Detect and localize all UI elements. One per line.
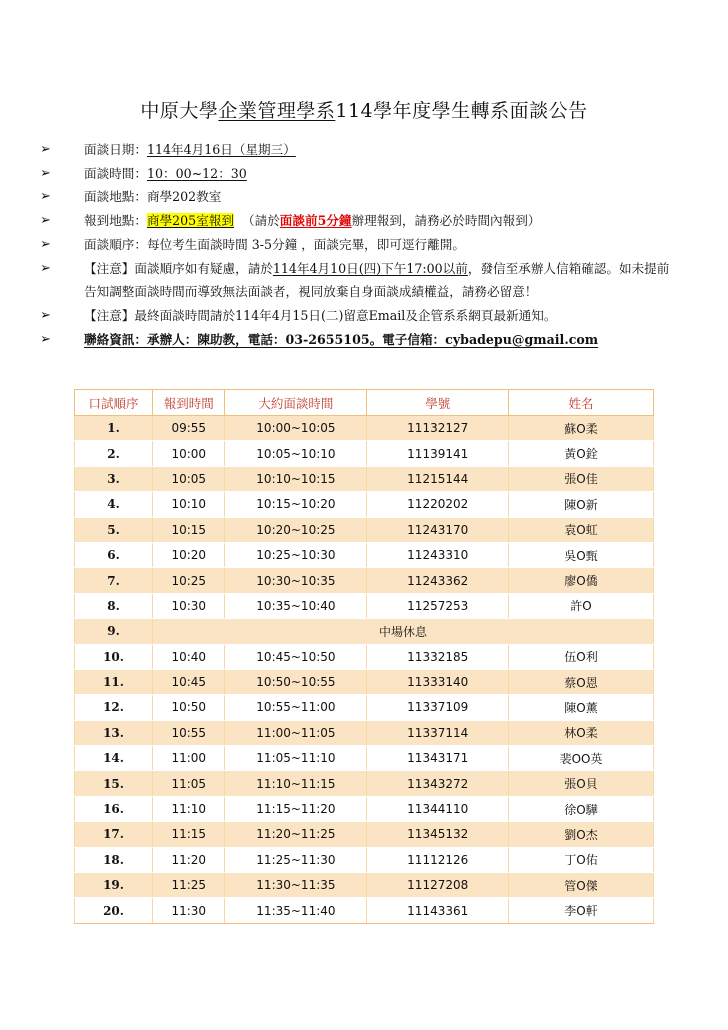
table-row: [75, 441, 654, 466]
cell-student-id: 11243170: [367, 517, 509, 542]
cell-report-time: 11:10: [153, 796, 225, 821]
cell-student-id: 11132127: [367, 416, 509, 441]
col-header-interview-time: 大約面談時間: [225, 390, 367, 416]
bullet-report: ➢ 報到地點：商學205室報到 （請於面談前5分鐘辦理報到，請務必於時間內報到）: [40, 209, 680, 233]
cell-interview-time: 11:35~11:40: [225, 898, 367, 923]
table-row: [75, 492, 654, 517]
cell-order: 4.: [75, 492, 153, 517]
cell-report-time: 11:00: [153, 746, 225, 771]
cell-report-time: 09:55: [153, 416, 225, 441]
cell-order: 12.: [75, 695, 153, 720]
cell-name: 廖O僑: [509, 568, 654, 593]
cell-student-id: 11220202: [367, 492, 509, 517]
cell-name: 吳O甄: [509, 542, 654, 567]
cell-interview-time: 11:15~11:20: [225, 796, 367, 821]
table-row: [75, 898, 654, 923]
cell-name: 丁O佑: [509, 847, 654, 872]
cell-report-time: 10:10: [153, 492, 225, 517]
cell-interview-time: 10:50~10:55: [225, 669, 367, 694]
cell-name: 張O貝: [509, 771, 654, 796]
col-header-student-id: 學號: [367, 390, 509, 416]
table-row: [75, 669, 654, 694]
arrow-bullet-icon: ➢: [40, 236, 51, 252]
cell-report-time: 11:30: [153, 898, 225, 923]
cell-order: 11.: [75, 669, 153, 694]
cell-report-time: 10:05: [153, 466, 225, 491]
cell-report-time: 11:20: [153, 847, 225, 872]
cell-name: 伍O利: [509, 644, 654, 669]
table-row: [75, 873, 654, 898]
cell-student-id: 11215144: [367, 466, 509, 491]
break-label: 中場休息: [153, 619, 654, 644]
table-row: [75, 822, 654, 847]
col-header-report-time: 報到時間: [153, 390, 225, 416]
cell-order: 8.: [75, 593, 153, 618]
cell-student-id: 11139141: [367, 441, 509, 466]
cell-order: 13.: [75, 720, 153, 745]
cell-report-time: 11:05: [153, 771, 225, 796]
cell-order: 10.: [75, 644, 153, 669]
cell-report-time: 11:15: [153, 822, 225, 847]
cell-order: 6.: [75, 542, 153, 567]
cell-report-time: 10:25: [153, 568, 225, 593]
cell-student-id: 11345132: [367, 822, 509, 847]
table-row: [75, 568, 654, 593]
cell-interview-time: 10:30~10:35: [225, 568, 367, 593]
table-row: [75, 644, 654, 669]
cell-interview-time: 10:55~11:00: [225, 695, 367, 720]
cell-student-id: 11143361: [367, 898, 509, 923]
contact-info: 聯絡資訊：承辦人：陳助教，電話：03-2655105。電子信箱：cybadepu@gmail.com: [84, 331, 599, 347]
cell-student-id: 11333140: [367, 669, 509, 694]
report-location-highlight: 商學205室報到: [146, 213, 234, 229]
bullet-time: ➢ 面談時間：10：00~12：30: [40, 162, 680, 186]
cell-student-id: 11344110: [367, 796, 509, 821]
cell-report-time: 10:50: [153, 695, 225, 720]
cell-order: 15.: [75, 771, 153, 796]
cell-order: 17.: [75, 822, 153, 847]
arrow-bullet-icon: ➢: [40, 307, 51, 323]
cell-student-id: 11243310: [367, 542, 509, 567]
cell-name: 蘇O柔: [509, 416, 654, 441]
arrow-bullet-icon: ➢: [40, 142, 51, 157]
cell-order: 5.: [75, 517, 153, 542]
info-list: [40, 138, 680, 351]
cell-report-time: 10:55: [153, 720, 225, 745]
table-row: [75, 542, 654, 567]
cell-interview-time: 10:35~10:40: [225, 593, 367, 618]
cell-student-id: 11337109: [367, 695, 509, 720]
cell-interview-time: 10:05~10:10: [225, 441, 367, 466]
col-header-name: 姓名: [509, 390, 654, 416]
table-row: [75, 746, 654, 771]
cell-order: 20.: [75, 898, 153, 923]
cell-report-time: 10:20: [153, 542, 225, 567]
cell-name: 徐O驊: [509, 796, 654, 821]
table-row: [75, 695, 654, 720]
bullet-place: ➢ 面談地點：商學202教室: [40, 185, 680, 209]
cell-interview-time: 10:25~10:30: [225, 542, 367, 567]
cell-order: 3.: [75, 466, 153, 491]
cell-name: 張O佳: [509, 466, 654, 491]
break-row: [75, 619, 654, 644]
table-row: [75, 720, 654, 745]
table-header-row: [75, 390, 654, 416]
cell-name: 陳O薰: [509, 695, 654, 720]
dept-name: 企業管理學系: [218, 100, 336, 122]
cell-name: 裴OO英: [509, 746, 654, 771]
cell-interview-time: 11:05~11:10: [225, 746, 367, 771]
cell-name: 蔡O恩: [509, 669, 654, 694]
cell-interview-time: 11:30~11:35: [225, 873, 367, 898]
schedule-table: [74, 389, 654, 924]
cell-report-time: 10:40: [153, 644, 225, 669]
cell-order: 19.: [75, 873, 153, 898]
bullet-date: ➢ 面談日期：114年4月16日（星期三）: [40, 138, 680, 162]
cell-order: 2.: [75, 441, 153, 466]
cell-interview-time: 10:00~10:05: [225, 416, 367, 441]
arrow-bullet-icon: ➢: [40, 213, 51, 229]
table-row: [75, 466, 654, 491]
cell-report-time: 10:00: [153, 441, 225, 466]
cell-report-time: 10:45: [153, 669, 225, 694]
arrow-bullet-icon: ➢: [40, 165, 51, 181]
schedule-body: [75, 416, 654, 924]
cell-interview-time: 10:15~10:20: [225, 492, 367, 517]
cell-name: 黃O銓: [509, 441, 654, 466]
table-row: [75, 416, 654, 441]
page-title: 中原大學企業管理學系114學年度學生轉系面談公告: [140, 100, 588, 122]
bullet-notice-2: ➢ 【注意】最終面談時間請於114年4月15日(二)留意Email及企管系系網頁最新通知。: [40, 304, 680, 328]
table-row: [75, 847, 654, 872]
cell-interview-time: 10:10~10:15: [225, 466, 367, 491]
cell-student-id: 11343272: [367, 771, 509, 796]
cell-student-id: 11243362: [367, 568, 509, 593]
table-row: [75, 517, 654, 542]
cell-interview-time: 10:20~10:25: [225, 517, 367, 542]
cell-student-id: 11337114: [367, 720, 509, 745]
cell-order: 1.: [75, 416, 153, 441]
cell-order: 7.: [75, 568, 153, 593]
cell-order: 18.: [75, 847, 153, 872]
bullet-order: ➢ 面談順序：每位考生面談時間 3-5分鐘 ，面談完畢，即可逕行離開。: [40, 233, 680, 257]
cell-student-id: 11332185: [367, 644, 509, 669]
cell-name: 陳O新: [509, 492, 654, 517]
table-row: [75, 771, 654, 796]
cell-interview-time: 11:25~11:30: [225, 847, 367, 872]
arrow-bullet-icon: ➢: [40, 331, 51, 347]
col-header-order: 口試順序: [75, 390, 153, 416]
table-row: [75, 593, 654, 618]
cell-name: 袁O虹: [509, 517, 654, 542]
cell-report-time: 10:30: [153, 593, 225, 618]
table-row: [75, 796, 654, 821]
cell-interview-time: 11:20~11:25: [225, 822, 367, 847]
bullet-notice-1: ➢ 【注意】面談順序如有疑慮，請於114年4月10日(四)下午17:00以前，發信至承辦人信箱確認。如未提前告知調整面談時間而導致無法面談者，視同放棄自身面談成績權益，請務必留意！: [40, 257, 680, 304]
cell-report-time: 11:25: [153, 873, 225, 898]
cell-order: 16.: [75, 796, 153, 821]
cell-order: 9.: [75, 619, 153, 644]
cell-order: 14.: [75, 746, 153, 771]
cell-name: 李O軒: [509, 898, 654, 923]
cell-name: 許O: [509, 593, 654, 618]
cell-name: 林O柔: [509, 720, 654, 745]
cell-name: 劉O杰: [509, 822, 654, 847]
cell-student-id: 11127208: [367, 873, 509, 898]
cell-report-time: 10:15: [153, 517, 225, 542]
cell-student-id: 11343171: [367, 746, 509, 771]
cell-interview-time: 11:10~11:15: [225, 771, 367, 796]
cell-interview-time: 11:00~11:05: [225, 720, 367, 745]
arrow-bullet-icon: ➢: [40, 189, 51, 205]
bullet-contact: [40, 328, 680, 352]
cell-student-id: 11112126: [367, 847, 509, 872]
arrow-bullet-icon: ➢: [40, 260, 51, 276]
cell-student-id: 11257253: [367, 593, 509, 618]
cell-interview-time: 10:45~10:50: [225, 644, 367, 669]
cell-name: 管O傑: [509, 873, 654, 898]
